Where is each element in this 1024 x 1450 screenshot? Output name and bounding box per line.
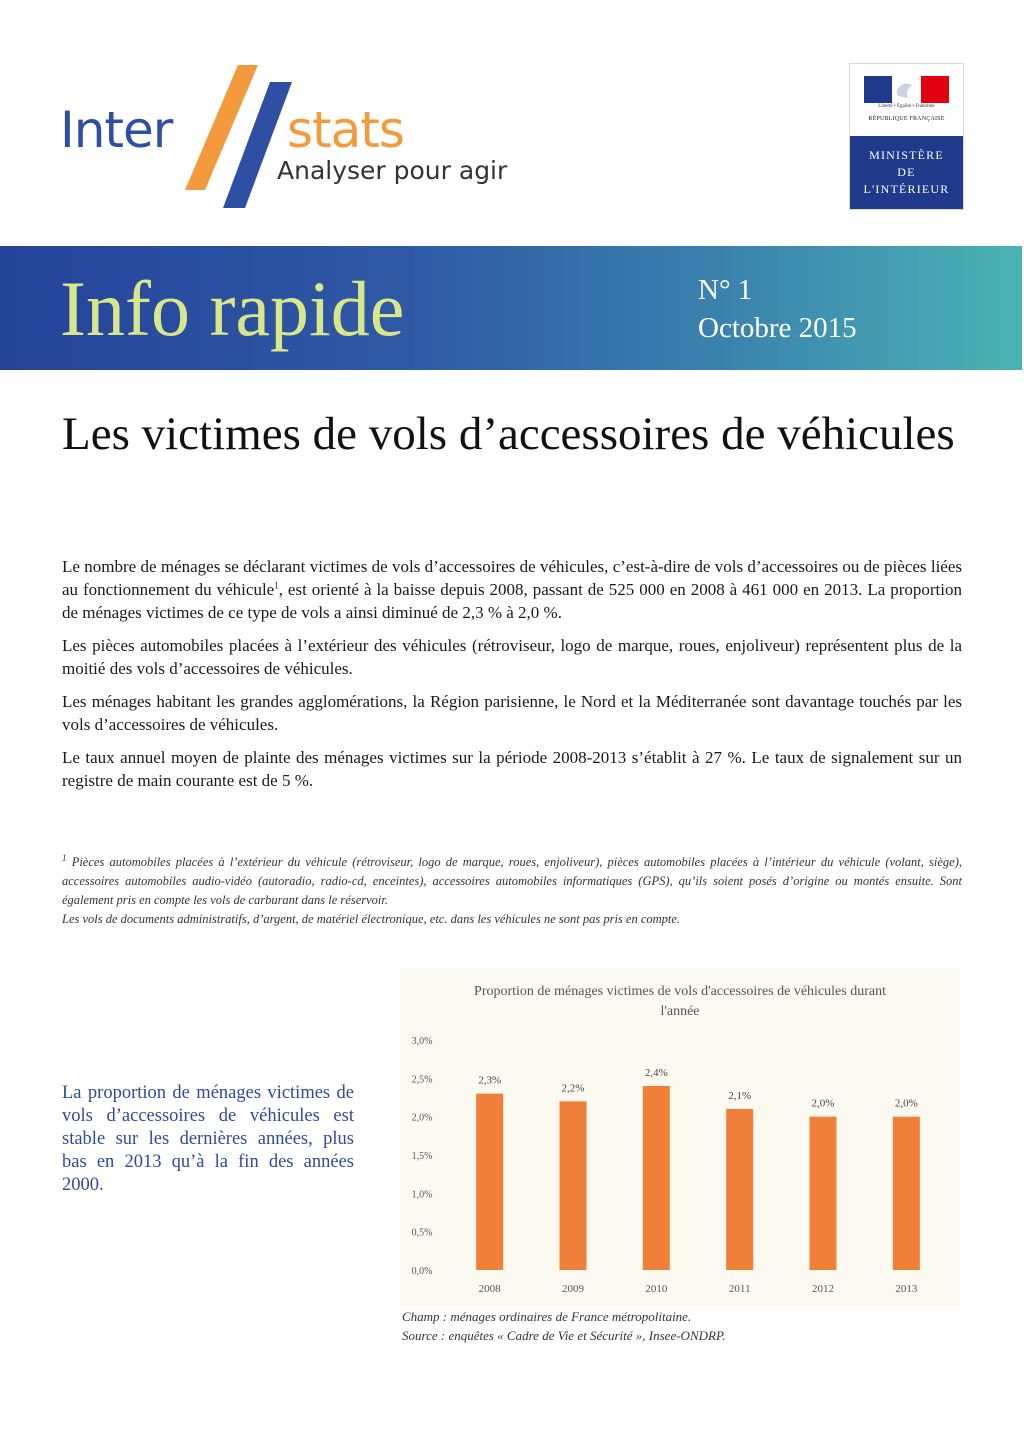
footnote-body-1: Pièces automobiles placées à l’extérieur du véhicule (rétroviseur, logo de marque, roues, enjoliveur), pièces automobiles placées à l’intérieur du véhicule (volant, siège), accessoires automobiles audio-vidéo (autoradio, radio-cd, enceintes), accessoires automobiles informatiques (GPS), qu’ils soient posés d’origine ou montés ensuite. Sont également pris en compte les vols de carburant dans le réservoir.: [62, 855, 963, 907]
logo-word-stats: stats: [287, 101, 404, 159]
bar-2009: [560, 1101, 587, 1270]
republic-motto: Liberté • Égalité • Fraternité: [878, 104, 935, 109]
bar-2008: [476, 1094, 503, 1270]
y-tick-label: 2,5%: [411, 1074, 433, 1086]
page-title: Les victimes de vols d’accessoires de véhicules: [62, 408, 955, 460]
y-tick-label: 0,5%: [411, 1227, 433, 1239]
footnote-ref: 1: [274, 580, 279, 591]
paragraph-1-part-b: , est orienté à la baisse depuis 2008, passant de 525 000 en 2008 à 461 000 en 2013. La proportion de ménages victimes de ce type de vols a ainsi diminué de 2,3 % à 2,0 %.: [62, 580, 962, 622]
paragraph-3: Les ménages habitant les grandes agglomérations, la Région parisienne, le Nord et la Méditerranée sont davantage touchés par les vols d’accessoires de véhicules.: [62, 692, 962, 734]
ministry-name-box: [850, 136, 963, 209]
y-tick-label: 3,0%: [411, 1036, 433, 1047]
x-tick-label-2013: 2013: [895, 1283, 918, 1295]
footnote-marker: 1: [62, 852, 67, 863]
y-tick-label: 1,5%: [411, 1151, 433, 1162]
ministry-line-3: L'INTÉRIEUR: [863, 182, 950, 196]
chart-scope: Champ : ménages ordinaires de France métropolitaine.: [402, 1309, 692, 1324]
logo-word-inter: Inter: [60, 101, 173, 159]
x-tick-label-2011: 2011: [728, 1283, 751, 1295]
footnote-text-1: [62, 853, 962, 910]
chart-plot: [400, 968, 960, 1306]
republic-name: RÉPUBLIQUE FRANÇAISE: [868, 116, 945, 122]
ministry-line-2: DE: [897, 165, 916, 179]
interstats-logo: [55, 55, 515, 215]
data-label-2013: 2,0%: [894, 1097, 918, 1110]
paragraph-4: Le taux annuel moyen de plainte des ménages victimes sur la période 2008-2013 s’établit à 27 %. Le taux de signalement sur un registre de main courante est de 5 %.: [62, 748, 962, 790]
footnote-text-2: Les vols de documents administratifs, d’argent, de matériel électronique, etc. dans les véhicules ne sont pas pris en compte.: [62, 912, 681, 926]
info-rapide-banner: [0, 246, 1022, 370]
banner-title: Info rapide: [60, 265, 405, 352]
bar-2011: [726, 1109, 753, 1270]
key-finding-highlight: La proportion de ménages victimes de vols d’accessoires de véhicules est stable sur les dernières années, plus bas en 2013 qu’à la fin des années 2000.: [62, 1083, 354, 1195]
bar-2013: [893, 1117, 920, 1270]
data-label-2010: 2,4%: [644, 1067, 668, 1079]
paragraph-1-part-a: Le nombre de ménages se déclarant victimes de vols d’accessoires de véhicules, c’est-à-dire de vols d’accessoires ou de pièces liées au fonctionnement du véhicule: [62, 557, 962, 599]
x-tick-label-2008: 2008: [478, 1283, 501, 1295]
bar-2010: [643, 1086, 670, 1270]
chart-source: Source : enquêtes « Cadre de Vie et Sécurité », Insee-ONDRP.: [402, 1328, 726, 1343]
marianne-flag-icon: [864, 76, 949, 103]
ministry-line-1: MINISTÈRE: [869, 148, 944, 162]
paragraph-2: Les pièces automobiles placées à l’extérieur des véhicules (rétroviseur, logo de marque, roues, enjoliveur) représentent plus de la moitié des vols d’accessoires de véhicules.: [62, 636, 962, 678]
logo-tagline: Analyser pour agir: [277, 156, 508, 185]
y-tick-label: 1,0%: [411, 1189, 433, 1201]
y-tick-label: 0,0%: [411, 1266, 433, 1277]
x-tick-label-2010: 2010: [645, 1283, 668, 1295]
issue-number: N° 1: [698, 274, 753, 306]
bar-2012: [810, 1117, 837, 1270]
data-label-2012: 2,0%: [811, 1097, 835, 1110]
x-tick-label-2009: 2009: [562, 1283, 584, 1295]
y-tick-label: 2,0%: [411, 1112, 433, 1124]
issue-date: Octobre 2015: [698, 312, 857, 344]
data-label-2008: 2,3%: [478, 1074, 502, 1087]
ministry-logo: [849, 63, 964, 210]
data-label-2009: 2,2%: [561, 1082, 585, 1095]
article-body: [62, 555, 962, 802]
data-label-2011: 2,1%: [728, 1090, 752, 1102]
bar-chart: [400, 968, 960, 1306]
chart-title: Proportion de ménages victimes de vols d'accessoires de véhicules durant l'année: [474, 984, 886, 1019]
chart-sources: [402, 1307, 962, 1345]
x-tick-label-2012: 2012: [812, 1283, 834, 1295]
paragraph-1: [62, 555, 962, 624]
footnote: [62, 853, 962, 929]
